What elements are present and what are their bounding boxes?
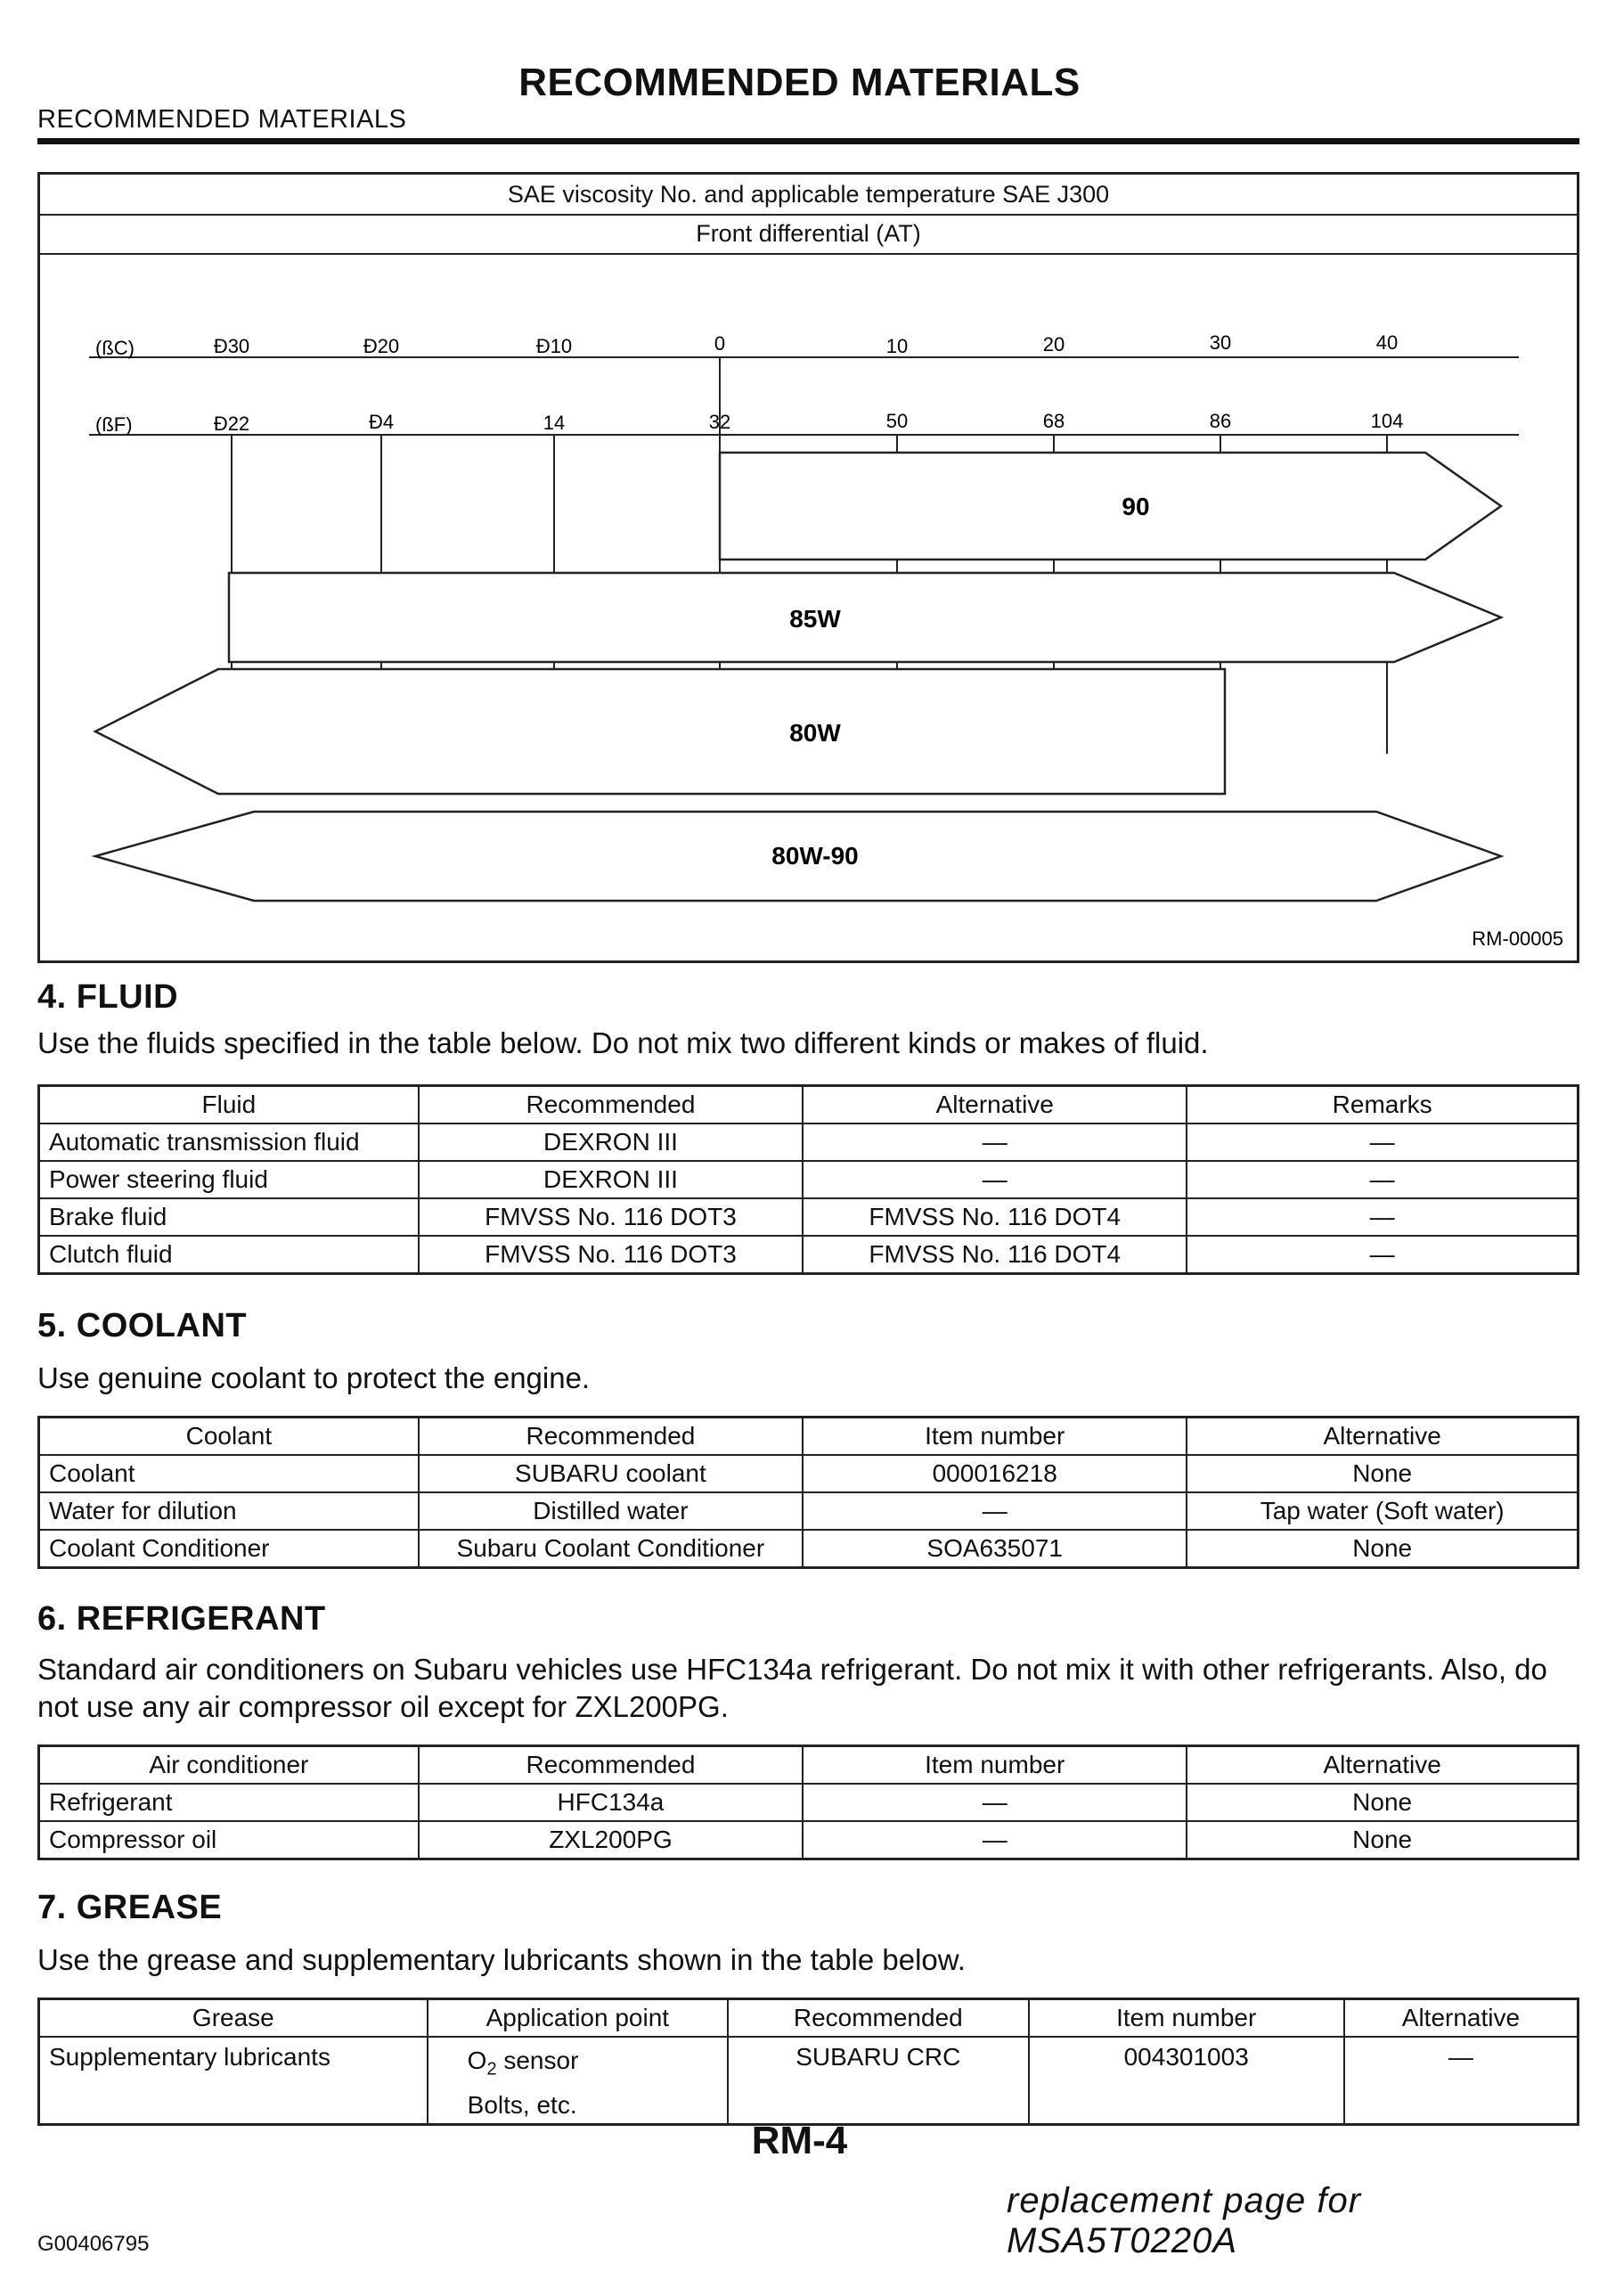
column-header: Item number — [1029, 1999, 1344, 2038]
table-cell: Subaru Coolant Conditioner — [419, 1530, 803, 1568]
table-row — [39, 1123, 1579, 1161]
viscosity-chart — [40, 255, 1577, 959]
replacement-note: replacement page for MSA5T0220A — [1007, 2181, 1362, 2260]
column-header: Item number — [803, 1418, 1187, 1456]
page-number: RM-4 — [751, 2119, 848, 2162]
table-cell: HFC134a — [419, 1784, 803, 1821]
celsius-tick-label: 20 — [1042, 333, 1065, 355]
table-row — [39, 1236, 1579, 1274]
coolant-heading: 5. COOLANT — [37, 1307, 248, 1344]
table-cell: FMVSS No. 116 DOT3 — [419, 1236, 803, 1274]
grade-label: 85W — [789, 605, 841, 633]
table-cell: — — [1187, 1161, 1578, 1198]
fahrenheit-unit-label: (ßF) — [95, 413, 133, 436]
table-cell: — — [803, 1784, 1187, 1821]
table-row — [39, 1455, 1579, 1492]
fahrenheit-tick-label: 68 — [1042, 410, 1065, 432]
fahrenheit-tick-label: 32 — [708, 411, 731, 433]
column-header: Recommended — [419, 1086, 803, 1124]
table-header-row — [39, 1999, 1579, 2038]
table-cell: — — [803, 1123, 1187, 1161]
column-header: Recommended — [419, 1418, 803, 1456]
table-cell: None — [1187, 1455, 1578, 1492]
table-cell: FMVSS No. 116 DOT4 — [803, 1236, 1187, 1274]
table-cell: Tap water (Soft water) — [1187, 1492, 1578, 1530]
figure-subheading: Front differential (AT) — [40, 214, 1577, 255]
table-cell: Distilled water — [419, 1492, 803, 1530]
table-header-row — [39, 1746, 1579, 1785]
grade-label: 90 — [1122, 493, 1150, 520]
celsius-tick-label: 40 — [1375, 331, 1399, 354]
table-cell: — — [1187, 1236, 1578, 1274]
table-cell: Coolant Conditioner — [39, 1530, 419, 1568]
refrigerant-heading: 6. REFRIGERANT — [37, 1600, 326, 1638]
table-cell: Clutch fluid — [39, 1236, 419, 1274]
table-cell: — — [1344, 2037, 1579, 2124]
table-row — [39, 1492, 1579, 1530]
celsius-tick-label: Ð30 — [213, 335, 250, 357]
column-header: Fluid — [39, 1086, 419, 1124]
viscosity-figure — [37, 172, 1579, 963]
fahrenheit-tick-label: 86 — [1209, 410, 1232, 432]
column-header: Application point — [428, 1999, 728, 2038]
column-header: Coolant — [39, 1418, 419, 1456]
fahrenheit-tick-label: 50 — [885, 410, 909, 432]
fahrenheit-tick-label: Ð22 — [213, 413, 250, 435]
application-point-line: Bolts, etc. — [467, 2090, 577, 2119]
grease-text: Use the grease and supplementary lubricants shown in the table below. — [37, 1943, 966, 1976]
table-cell: SUBARU CRC — [728, 2037, 1029, 2124]
fluid-table — [37, 1084, 1579, 1275]
table-cell: Brake fluid — [39, 1198, 419, 1236]
table-cell: — — [803, 1161, 1187, 1198]
table-cell: DEXRON III — [419, 1123, 803, 1161]
column-header: Alternative — [1187, 1418, 1578, 1456]
table-cell: SOA635071 — [803, 1530, 1187, 1568]
refrigerant-text: Standard air conditioners on Subaru vehicles use HFC134a refrigerant. Do not mix it with other refrigerants. Also, do not use any air compressor oil except for ZXL200PG. — [37, 1653, 1547, 1723]
grade-band-90 — [720, 453, 1501, 560]
table-cell: Water for dilution — [39, 1492, 419, 1530]
celsius-tick-label: Ð20 — [363, 335, 400, 357]
table-cell: — — [803, 1492, 1187, 1530]
document-id: G00406795 — [37, 2232, 150, 2256]
table-cell: Compressor oil — [39, 1821, 419, 1859]
column-header: Remarks — [1187, 1086, 1578, 1124]
column-header: Recommended — [419, 1746, 803, 1785]
table-cell: SUBARU coolant — [419, 1455, 803, 1492]
section-subtitle: RECOMMENDED MATERIALS — [37, 105, 407, 134]
celsius-tick-label: 0 — [714, 332, 726, 355]
header-rule — [37, 138, 1579, 144]
table-cell: DEXRON III — [419, 1161, 803, 1198]
coolant-text: Use genuine coolant to protect the engine. — [37, 1361, 591, 1394]
table-cell: Coolant — [39, 1455, 419, 1492]
fluid-text: Use the fluids specified in the table below. Do not mix two different kinds or makes of fluid. — [37, 1026, 1209, 1059]
table-cell: Supplementary lubricants — [39, 2037, 428, 2124]
figure-id: RM-00005 — [1472, 927, 1563, 950]
table-row — [39, 1784, 1579, 1821]
table-cell: FMVSS No. 116 DOT4 — [803, 1198, 1187, 1236]
table-cell: 004301003 — [1029, 2037, 1344, 2124]
table-row — [39, 1530, 1579, 1568]
table-cell: ZXL200PG — [419, 1821, 803, 1859]
table-header-row — [39, 1086, 1579, 1124]
column-header: Item number — [803, 1746, 1187, 1785]
page-title: RECOMMENDED MATERIALS — [518, 61, 1081, 104]
column-header: Alternative — [1344, 1999, 1579, 2038]
table-header-row — [39, 1418, 1579, 1456]
grade-band-85w — [229, 573, 1501, 662]
table-cell: — — [1187, 1198, 1578, 1236]
column-header: Recommended — [728, 1999, 1029, 2038]
grade-label: 80W-90 — [771, 842, 859, 870]
grade-label: 80W — [789, 719, 841, 747]
table-row — [39, 2037, 1579, 2124]
celsius-tick-label: 10 — [885, 335, 909, 357]
table-cell: Power steering fluid — [39, 1161, 419, 1198]
grease-heading: 7. GREASE — [37, 1889, 223, 1926]
table-cell: Refrigerant — [39, 1784, 419, 1821]
grade-band-80w — [95, 669, 1225, 794]
fahrenheit-tick-label: Ð4 — [368, 411, 395, 433]
column-header: Air conditioner — [39, 1746, 419, 1785]
column-header: Grease — [39, 1999, 428, 2038]
table-row — [39, 1198, 1579, 1236]
table-row — [39, 1821, 1579, 1859]
table-cell: None — [1187, 1784, 1578, 1821]
application-point-cell — [428, 2037, 728, 2124]
coolant-table — [37, 1416, 1579, 1569]
column-header: Alternative — [1187, 1746, 1578, 1785]
table-cell: 000016218 — [803, 1455, 1187, 1492]
figure-heading: SAE viscosity No. and applicable temperature SAE J300 — [40, 175, 1577, 216]
table-cell: Automatic transmission fluid — [39, 1123, 419, 1161]
grease-table — [37, 1998, 1579, 2126]
column-header: Alternative — [803, 1086, 1187, 1124]
fluid-heading: 4. FLUID — [37, 978, 179, 1016]
celsius-tick-label: Ð10 — [535, 335, 573, 357]
table-row — [39, 1161, 1579, 1198]
table-cell: — — [803, 1821, 1187, 1859]
table-cell: FMVSS No. 116 DOT3 — [419, 1198, 803, 1236]
celsius-tick-label: 30 — [1209, 331, 1232, 354]
table-cell: — — [1187, 1123, 1578, 1161]
refrigerant-table — [37, 1744, 1579, 1860]
application-point-line: $O_2$ sensor — [467, 2047, 579, 2079]
fahrenheit-tick-label: 14 — [543, 412, 566, 434]
table-cell: None — [1187, 1821, 1578, 1859]
fahrenheit-tick-label: 104 — [1370, 410, 1404, 432]
celsius-unit-label: (ßC) — [95, 337, 135, 359]
table-cell: None — [1187, 1530, 1578, 1568]
